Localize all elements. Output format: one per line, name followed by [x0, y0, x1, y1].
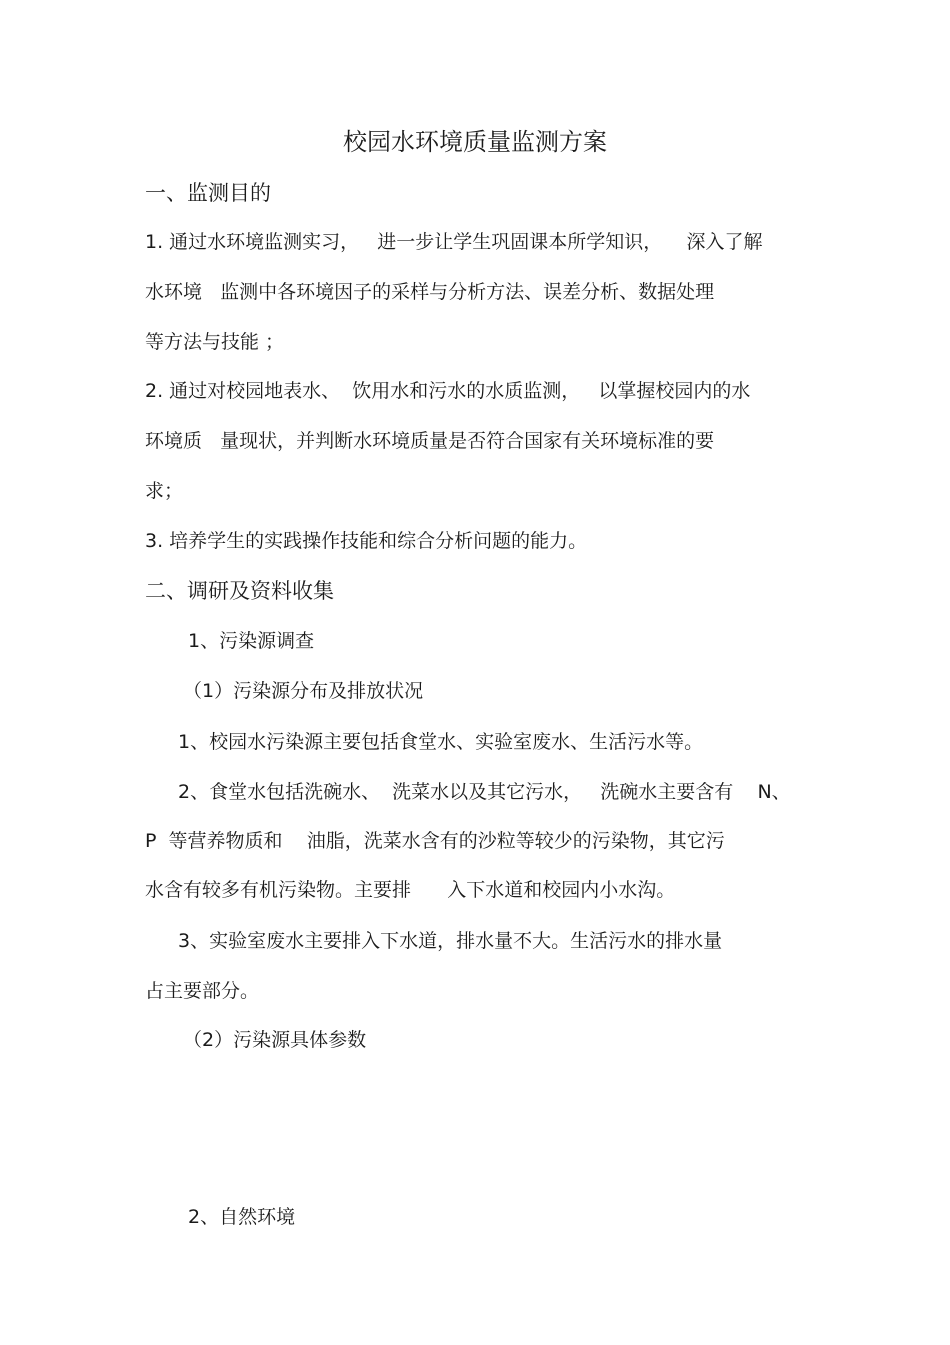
section-heading-purpose: 一、监测目的	[145, 181, 271, 205]
distribution-paragraph-3-line-2: 占主要部分。	[145, 980, 260, 1002]
part-heading-parameters: （2）污染源具体参数	[183, 1029, 367, 1051]
distribution-paragraph-2-line-3: 水含有较多有机污染物。主要排 入下水道和校园内小水沟。	[145, 879, 676, 901]
distribution-paragraph-3-line-1: 3、实验室废水主要排入下水道，排水量不大。生活污水的排水量	[178, 930, 723, 952]
purpose-item-2-line-3: 求；	[145, 480, 184, 502]
document-title: 校园水环境质量监测方案	[343, 128, 607, 156]
purpose-item-2-line-1: 2. 通过对校园地表水、 饮用水和污水的水质监测， 以掌握校园内的水	[145, 380, 751, 402]
distribution-paragraph-1: 1、校园水污染源主要包括食堂水、实验室废水、生活污水等。	[178, 731, 704, 753]
distribution-paragraph-2-line-1: 2、食堂水包括洗碗水、 洗菜水以及其它污水， 洗碗水主要含有 N、	[178, 781, 791, 803]
purpose-item-1-line-2: 水环境 监测中各环境因子的采样与分析方法、误差分析、数据处理	[145, 281, 715, 303]
part-heading-distribution: （1）污染源分布及排放状况	[183, 680, 424, 702]
distribution-paragraph-2-line-2: P 等营养物质和 油脂，洗菜水含有的沙粒等较少的污染物，其它污	[145, 830, 725, 852]
subsection-heading-pollution-survey: 1、污染源调查	[188, 630, 315, 652]
purpose-item-1-line-1: 1. 通过水环境监测实习， 进一步让学生巩固课本所学知识， 深入了解	[145, 231, 763, 253]
subsection-heading-natural-environment: 2、自然环境	[188, 1206, 296, 1228]
purpose-item-1-line-3: 等方法与技能 ；	[145, 331, 285, 353]
purpose-item-3-line-1: 3. 培养学生的实践操作技能和综合分析问题的能力。	[145, 530, 588, 552]
section-heading-research: 二、调研及资料收集	[145, 579, 334, 603]
purpose-item-2-line-2: 环境质 量现状，并判断水环境质量是否符合国家有关环境标准的要	[145, 430, 715, 452]
